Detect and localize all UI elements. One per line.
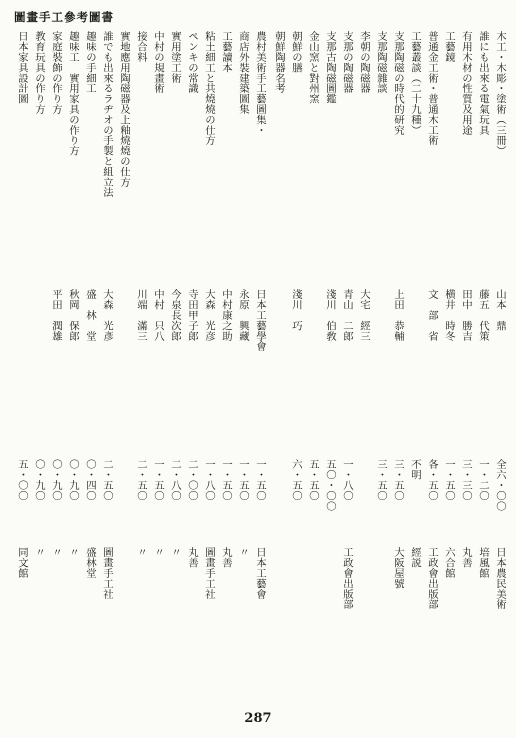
entry-publisher: 六合館 <box>443 547 455 579</box>
entry-list <box>268 31 508 696</box>
entry-publisher: 同文館 <box>16 547 28 579</box>
entry-author: 日本工藝學會 <box>254 289 266 352</box>
entry-title: 有用木材の性質及用途 <box>460 31 472 135</box>
entry-publisher: 〃 <box>152 547 164 558</box>
entry-price: 全六・〇〇 <box>494 459 506 511</box>
entry-author: 盛 林 堂 <box>84 289 96 341</box>
entry-title: 支那陶磁雜談 <box>375 31 387 94</box>
entry-publisher: 〃 <box>135 547 147 558</box>
entry-author: 山本 鼎 <box>494 289 506 331</box>
entry-publisher: 日本工藝會 <box>254 547 266 599</box>
entry-title: 金山窯と對州窯 <box>307 31 319 104</box>
entry-publisher: 工政會出版部 <box>341 547 353 610</box>
entry-title: 李朝の陶磁器 <box>358 31 370 94</box>
entry-publisher: 大阪屋號 <box>392 547 404 589</box>
entry-price: 三・三〇 <box>460 459 472 501</box>
entry-author: 上田 恭輔 <box>392 289 404 341</box>
entry-title: 家庭裝飾の作り方 <box>50 31 62 115</box>
entry-publisher: 圖畫手工社 <box>203 547 215 599</box>
entry-title: 實地應用陶磁器及上釉燒燒の仕方 <box>118 31 130 187</box>
page-number: 287 <box>244 711 272 726</box>
entry-price: 五・五〇 <box>307 459 319 501</box>
entry-price: 〇・四〇 <box>84 459 96 501</box>
entry-publisher: 培風館 <box>477 547 489 579</box>
entry-price: 一・五〇 <box>443 459 455 501</box>
entry-price: 一・五〇 <box>254 459 266 501</box>
entry-title: 趣味工 實用家具の作り方 <box>67 31 79 156</box>
entry-author: 横井 時冬 <box>443 289 455 341</box>
entry-price: 六・五〇 <box>290 459 302 501</box>
entry-price: 二・五〇 <box>101 459 113 501</box>
entry-price: 一・八〇 <box>341 459 353 501</box>
entry-price: 五・〇〇 <box>16 459 28 501</box>
entry-title: 支那古陶磁圖鑑 <box>324 31 336 104</box>
entry-author: 平田 潤雄 <box>50 289 62 341</box>
entry-price: 三・五〇 <box>375 459 387 501</box>
entry-publisher: 〃 <box>237 547 249 558</box>
entry-price: 三・五〇 <box>392 459 404 501</box>
left-column <box>8 31 268 696</box>
entry-author: 文 部 省 <box>426 289 438 341</box>
entry-price: 〇・九〇 <box>67 459 79 501</box>
entry-title: 誰にも出來る電氣玩具 <box>477 31 489 135</box>
entry-publisher: 丸善 <box>460 547 472 568</box>
entry-title: 農村美術手工藝圖集・ <box>254 31 266 135</box>
entry-title: 普通金工術・普通木工術 <box>426 31 438 146</box>
entry-price: 一・八〇 <box>203 459 215 501</box>
entry-author: 大森 光彦 <box>203 289 215 341</box>
entry-publisher: 經説 <box>409 547 421 568</box>
entry-price: 各・五〇 <box>426 459 438 501</box>
entry-title: 朝鮮陶器名考 <box>273 31 285 94</box>
entry-publisher: 丸善 <box>220 547 232 568</box>
entry-title: 教育玩具の作り方 <box>33 31 45 115</box>
entry-publisher: 工政會出版部 <box>426 547 438 610</box>
entry-author: 永原 興藏 <box>237 289 249 341</box>
entry-author: 藤五 代策 <box>477 289 489 341</box>
entry-price: 不明 <box>409 459 421 480</box>
entry-title: 粘土細工と共燒燒の仕方 <box>203 31 215 146</box>
entry-title: 朝鮮の膳 <box>290 31 302 73</box>
entry-author: 秋岡 保郎 <box>67 289 79 341</box>
entry-price: 二・五〇 <box>135 459 147 501</box>
entry-title: 實用塗工術 <box>169 31 181 83</box>
entry-title: 工藝叢談（二十九種） <box>409 31 421 135</box>
entry-publisher: 丸善 <box>186 547 198 568</box>
entry-price: 二・〇〇 <box>186 459 198 501</box>
entry-publisher: 日本農民美術 <box>494 547 506 610</box>
entry-price: 一・五〇 <box>237 459 249 501</box>
entry-title: 誰でも出來るラヂオの手製と組立法 <box>101 31 113 198</box>
entry-title: 接合料 <box>135 31 147 63</box>
entry-price: 五〇・〇〇 <box>324 459 336 511</box>
entry-author: 大宅 經三 <box>358 289 370 341</box>
entry-author: 中村康之助 <box>220 289 232 341</box>
entry-title: 趣味の手細工 <box>84 31 96 94</box>
entry-title: 日本家具設計圖 <box>16 31 28 104</box>
page-header: 圖畫手工參考圖書 <box>14 10 114 24</box>
entry-price: 〇・九〇 <box>50 459 62 501</box>
entry-author: 今泉長次郎 <box>169 289 181 341</box>
entry-author: 寺田甲子郎 <box>186 289 198 341</box>
entry-title: 木工・木彫・塗術（三冊） <box>494 31 506 156</box>
entry-title: 中村の規畫術 <box>152 31 164 94</box>
entry-price: 〇・九〇 <box>33 459 45 501</box>
entry-author: 川端 滿三 <box>135 289 147 341</box>
entry-publisher: 〃 <box>33 547 45 558</box>
entry-title: 支那の陶磁器 <box>341 31 353 94</box>
entry-publisher: 〃 <box>169 547 181 558</box>
entry-title: 工藝鏡 <box>443 31 455 63</box>
entry-title: 工藝讀本 <box>220 31 232 73</box>
entry-price: 一・五〇 <box>152 459 164 501</box>
entry-title: 商店外裝建築圖集 <box>237 31 249 115</box>
entry-price: 一・二〇 <box>477 459 489 501</box>
entry-author: 田中 勝吉 <box>460 289 472 341</box>
entry-author: 淺川 巧 <box>290 289 302 331</box>
entry-author: 淺川 伯敎 <box>324 289 336 341</box>
entry-price: 一・五〇 <box>220 459 232 501</box>
entry-publisher: 盛林堂 <box>84 547 96 579</box>
entry-title: 支那陶磁の時代的研究 <box>392 31 404 135</box>
right-column <box>268 31 508 696</box>
entry-publisher: 圖畫手工社 <box>101 547 113 599</box>
entry-author: 青山 二郎 <box>341 289 353 341</box>
entry-title: ペンキの常識 <box>186 31 198 94</box>
entry-price: 二・八〇 <box>169 459 181 501</box>
entry-publisher: 〃 <box>67 547 79 558</box>
entry-list <box>8 31 268 696</box>
entry-publisher: 〃 <box>50 547 62 558</box>
entry-author: 大森 光彥 <box>101 289 113 341</box>
entry-author: 中村 只八 <box>152 289 164 341</box>
